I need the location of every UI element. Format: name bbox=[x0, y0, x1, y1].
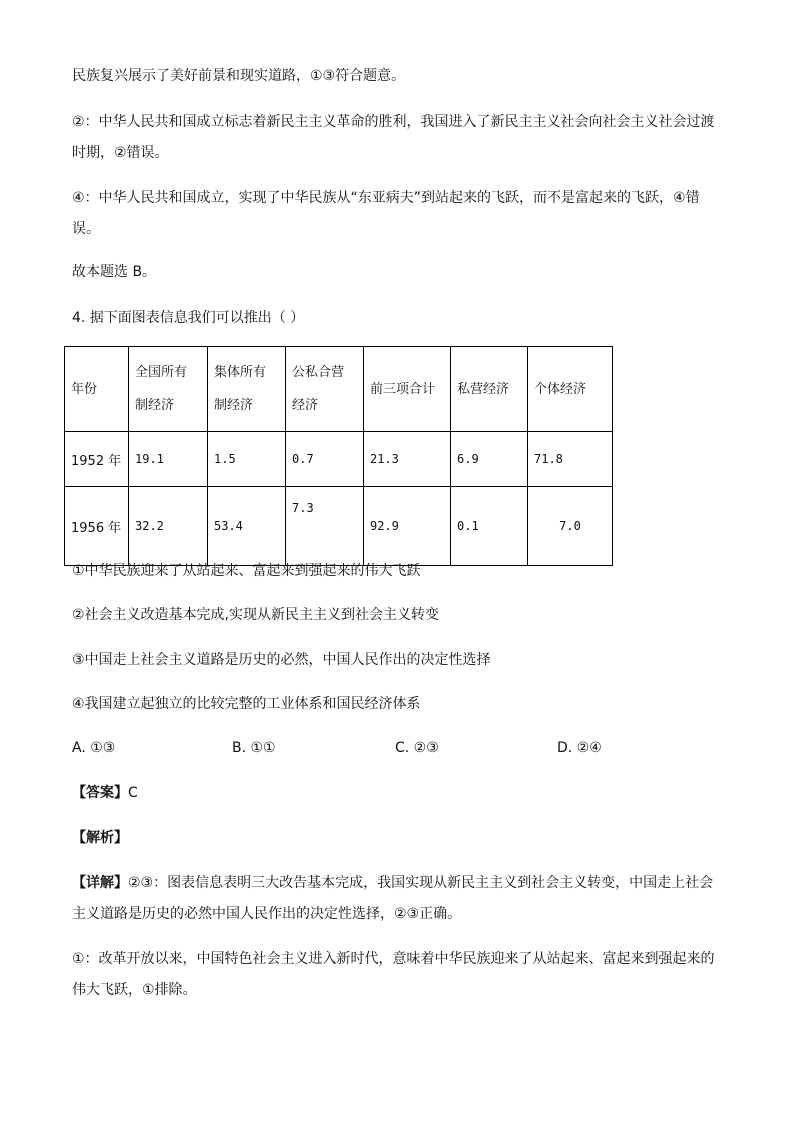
statement-2: ②社会主义改造基本完成,实现从新民主主义到社会主义转变 bbox=[72, 607, 439, 623]
table-cell: 19.1 bbox=[129, 432, 208, 487]
statement-1: ①中华民族迎来了从站起来、富起来到强起来的伟大飞跃 bbox=[72, 563, 421, 579]
option-a: A. ①③ bbox=[72, 740, 116, 756]
prev-analysis-item2-line2: 时期，②错误。 bbox=[72, 145, 169, 161]
analysis-detail-line1 bbox=[72, 873, 713, 893]
analysis-item1-line1: ①：改革开放以来，中国特色社会主义进入新时代，意味着中华民族迎来了从站起来、富起来到强起来的 bbox=[72, 951, 715, 967]
table-cell: 71.8 bbox=[528, 432, 613, 487]
prev-analysis-line: 民族复兴展示了美好前景和现实道路，①③符合题意。 bbox=[72, 68, 406, 84]
table-row bbox=[65, 487, 613, 566]
table-cell: 0.7 bbox=[286, 432, 364, 487]
table-header-cell: 私营经济 bbox=[451, 347, 528, 432]
option-c: C. ②③ bbox=[395, 740, 439, 756]
detail-label: 【详解】 bbox=[72, 875, 128, 891]
detail-text: ②③：图表信息表明三大改告基本完成，我国实现从新民主主义到社会主义转变，中国走上社会 bbox=[128, 875, 714, 891]
answer-label: 【答案】 bbox=[72, 785, 128, 801]
table-cell: 1.5 bbox=[208, 432, 286, 487]
economy-table bbox=[64, 346, 613, 566]
table-cell: 92.9 bbox=[364, 487, 451, 566]
table-header-cell: 公私合营 经济 bbox=[286, 347, 364, 432]
table-cell: 1956 年 bbox=[65, 487, 129, 566]
table-cell: 6.9 bbox=[451, 432, 528, 487]
table-cell: 32.2 bbox=[129, 487, 208, 566]
table-header-cell: 个体经济 bbox=[528, 347, 613, 432]
table-cell: 0.1 bbox=[451, 487, 528, 566]
analysis-item1-line2: 伟大飞跃，①排除。 bbox=[72, 982, 197, 998]
table-row bbox=[65, 432, 613, 487]
prev-analysis-item4-line1: ④：中华人民共和国成立，实现了中华民族从“东亚病夫”到站起来的飞跃，而不是富起来的飞跃，④错 bbox=[72, 190, 700, 206]
table-header-cell: 年份 bbox=[65, 347, 129, 432]
answer-line bbox=[72, 783, 138, 803]
question-stem: 4. 据下面图表信息我们可以推出（ ） bbox=[72, 310, 305, 326]
answer-value: C bbox=[128, 785, 138, 801]
table-cell: 1952 年 bbox=[65, 432, 129, 487]
table-cell: 21.3 bbox=[364, 432, 451, 487]
table-header-cell: 全国所有 制经济 bbox=[129, 347, 208, 432]
option-d: D. ②④ bbox=[557, 740, 602, 756]
analysis-detail-line2: 主义道路是历史的必然中国人民作出的决定性选择，②③正确。 bbox=[72, 906, 462, 922]
table-cell: 53.4 bbox=[208, 487, 286, 566]
table-header-cell: 集体所有 制经济 bbox=[208, 347, 286, 432]
option-b: B. ①① bbox=[232, 740, 276, 756]
prev-analysis-item4-line2: 误。 bbox=[72, 221, 100, 237]
statement-4: ④我国建立起独立的比较完整的工业体系和国民经济体系 bbox=[72, 696, 421, 712]
table-header-row bbox=[65, 347, 613, 432]
prev-conclusion: 故本题选 B。 bbox=[72, 264, 157, 280]
table-header-cell: 前三项合计 bbox=[364, 347, 451, 432]
table-cell: 7.3 bbox=[286, 487, 364, 566]
analysis-label: 【解析】 bbox=[72, 830, 128, 846]
statement-3: ③中国走上社会主义道路是历史的必然，中国人民作出的决定性选择 bbox=[72, 652, 491, 668]
prev-analysis-item2-line1: ②：中华人民共和国成立标志着新民主主义革命的胜利，我国进入了新民主主义社会向社会主义社会过渡 bbox=[72, 114, 715, 130]
table-cell: 7.0 bbox=[528, 487, 613, 566]
